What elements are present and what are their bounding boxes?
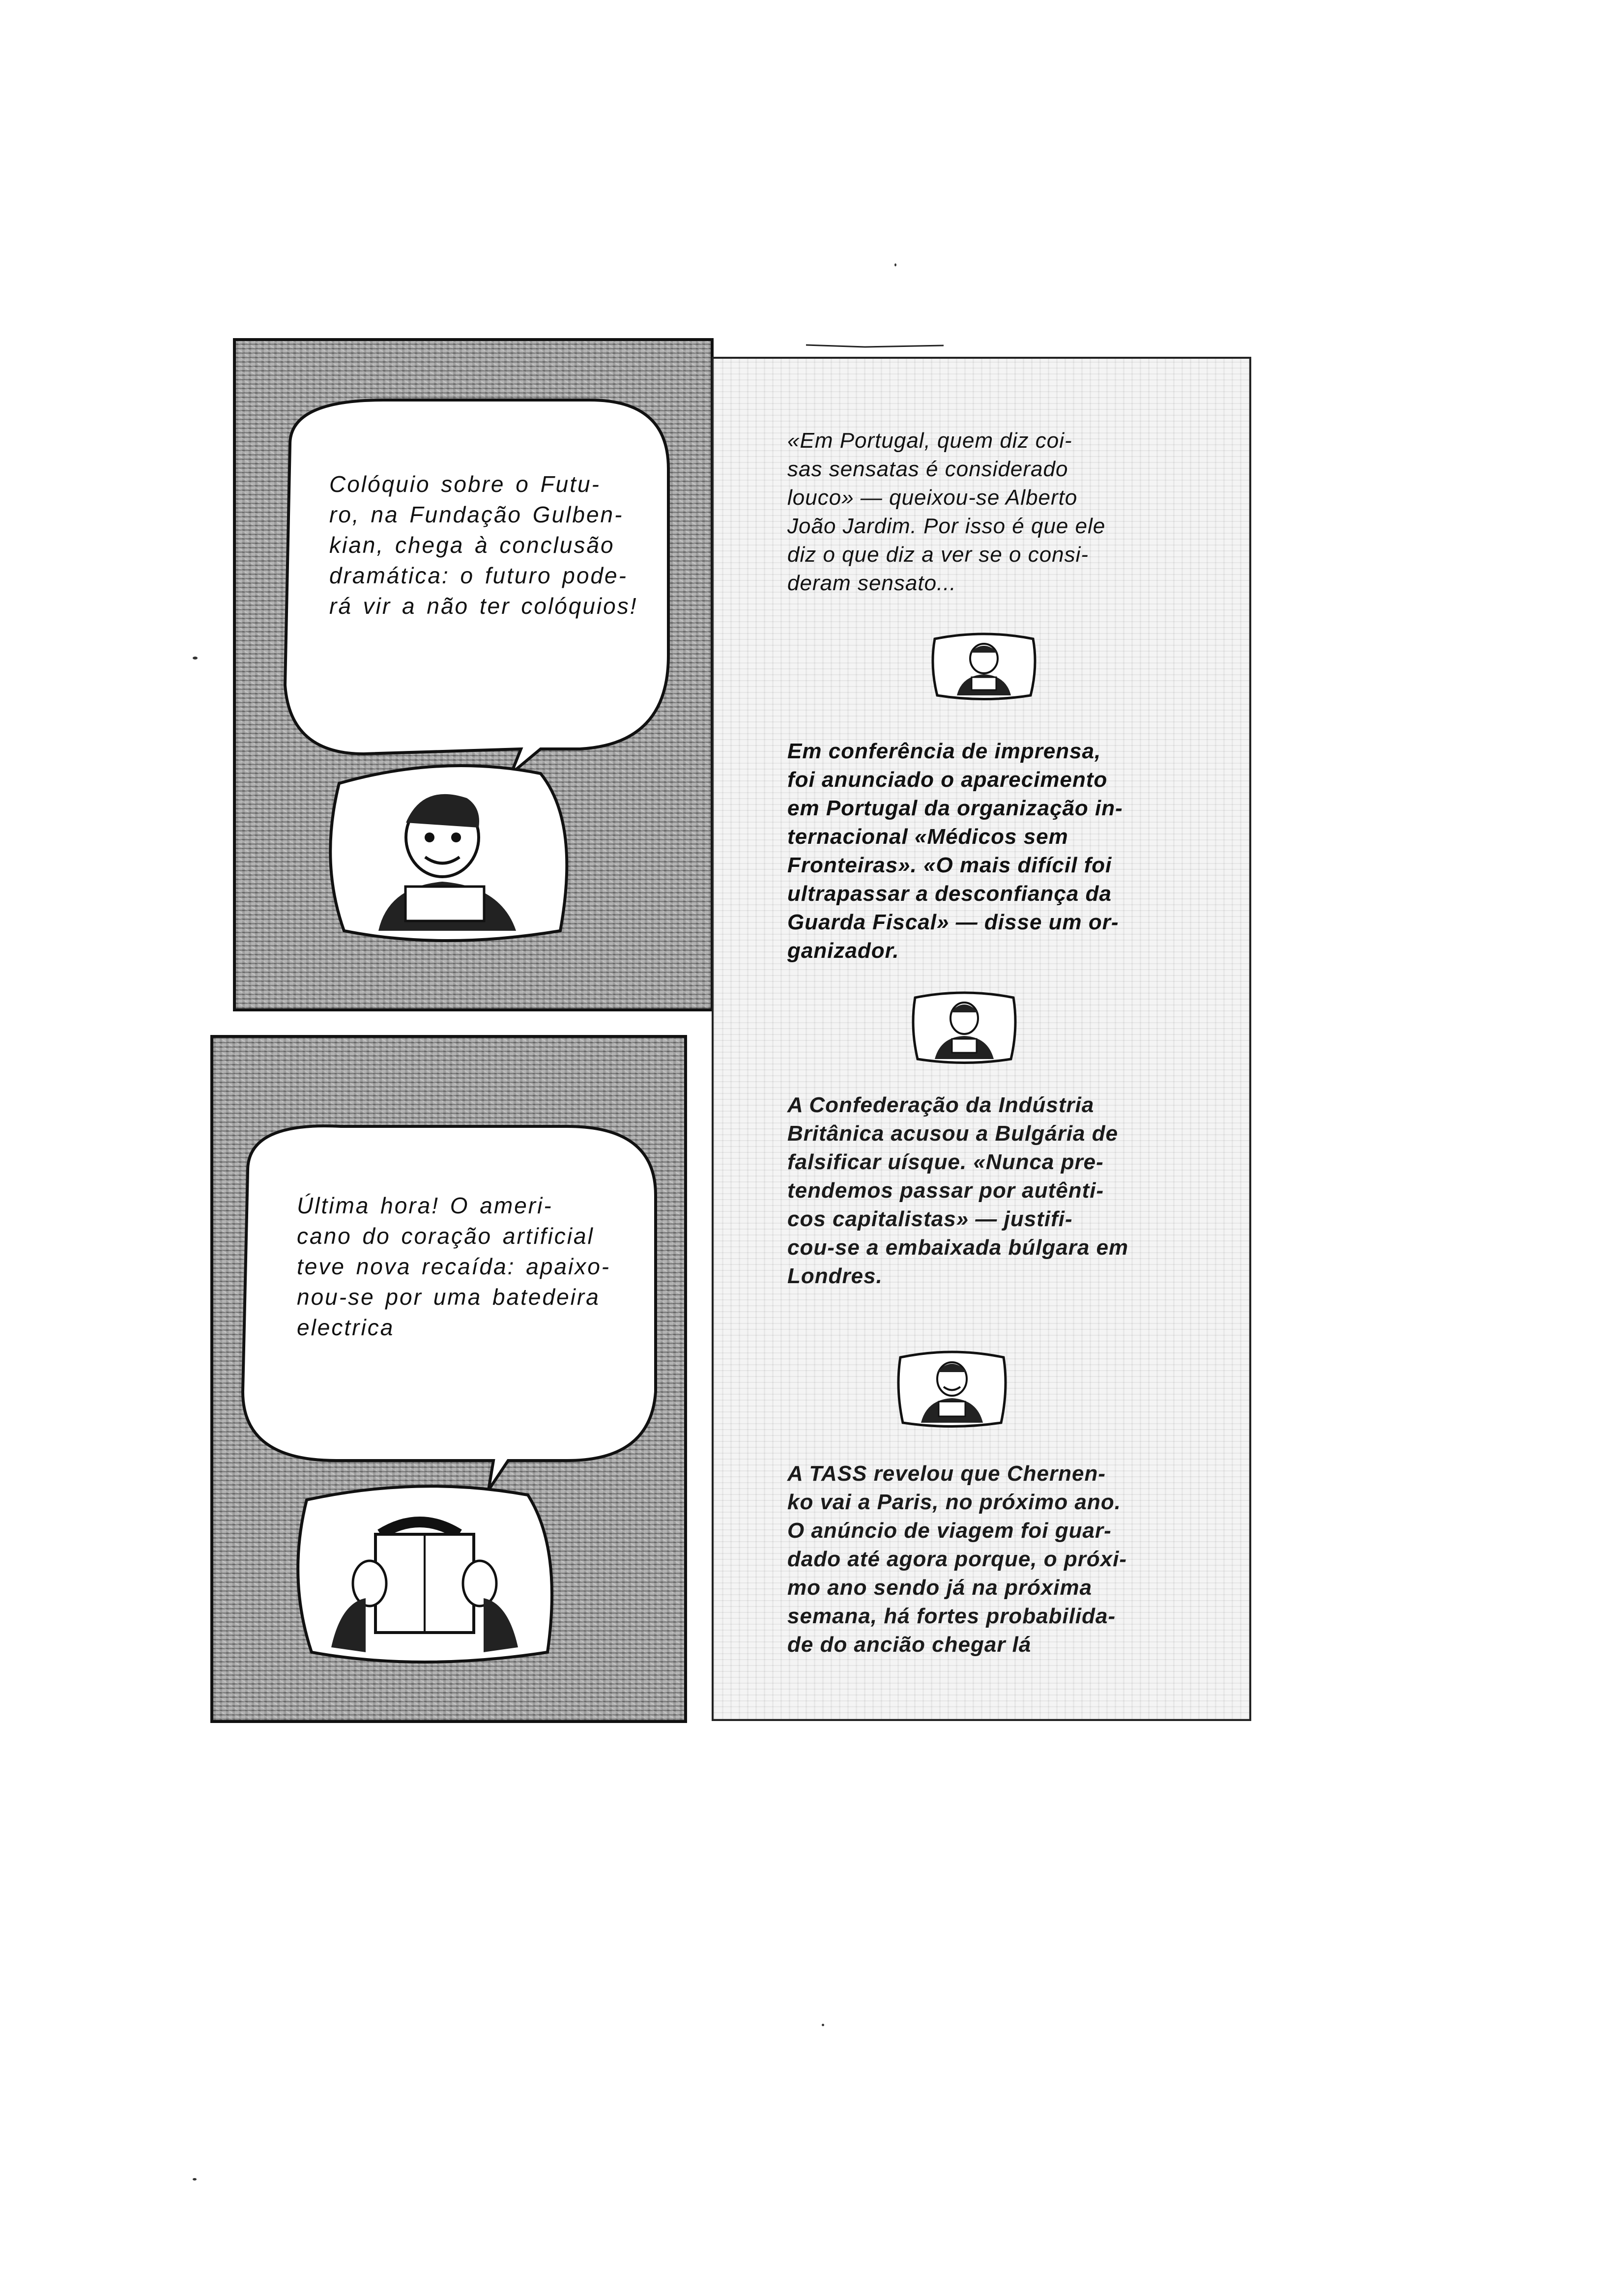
tv-reader-illustration bbox=[298, 1486, 552, 1662]
speech-bubble-caption: Colóquio sobre o Futu- ro, na Fundação Gulben- kian, chega à conclusão dramática: o futuro pode- rá vir a não ter colóquios! bbox=[329, 471, 638, 619]
scan-speck bbox=[822, 2024, 824, 2026]
news-item: A TASS revelou que Chernen- ko vai a Paris, no próximo ano. O anúncio de viagem foi guar- dado até agora porque, o próxi- mo ano sendo já na próxima semana, há fortes probabilida- de do ancião chegar lá bbox=[787, 1462, 1127, 1657]
news-column bbox=[712, 357, 1251, 1721]
speech-bubble bbox=[213, 1038, 684, 1720]
tv-presenter-icon bbox=[930, 629, 1038, 703]
cartoon-panel-bottom bbox=[210, 1035, 687, 1723]
scan-line-mark bbox=[806, 344, 944, 348]
news-item: A Confederação da Indústria Britânica acusou a Bulgária de falsificar uísque. «Nunca pre- tendemos passar por autênti- cos capitalistas» — justifi- cou-se a embaixada búlgara em Londres. bbox=[787, 1093, 1129, 1288]
scan-speck bbox=[193, 657, 198, 660]
speech-bubble bbox=[236, 341, 711, 1008]
news-item: «Em Portugal, quem diz coi- sas sensatas é considerado louco» — queixou-se Alberto João Jardim. Por isso é que ele diz o que diz a ver se o consi- deram sensato... bbox=[787, 429, 1106, 595]
tv-presenter-icon bbox=[910, 988, 1018, 1066]
speech-bubble-caption: Última hora! O ameri- cano do coração artificial teve nova recaída: apaixo- nou-se por uma batedeira electrica bbox=[297, 1193, 611, 1340]
tv-presenter-illustration bbox=[330, 766, 567, 941]
scan-speck bbox=[193, 2178, 197, 2181]
cartoon-panel-top bbox=[233, 338, 714, 1011]
news-item: Em conferência de imprensa, foi anunciado o aparecimento em Portugal da organização in- ternacional «Médicos sem Fronteiras». «O mais difícil foi ultrapassar a desconfiança da Guarda Fiscal» — disse um or- ganizador. bbox=[787, 739, 1123, 963]
scan-speck bbox=[894, 263, 896, 266]
tv-presenter-icon bbox=[895, 1347, 1008, 1430]
